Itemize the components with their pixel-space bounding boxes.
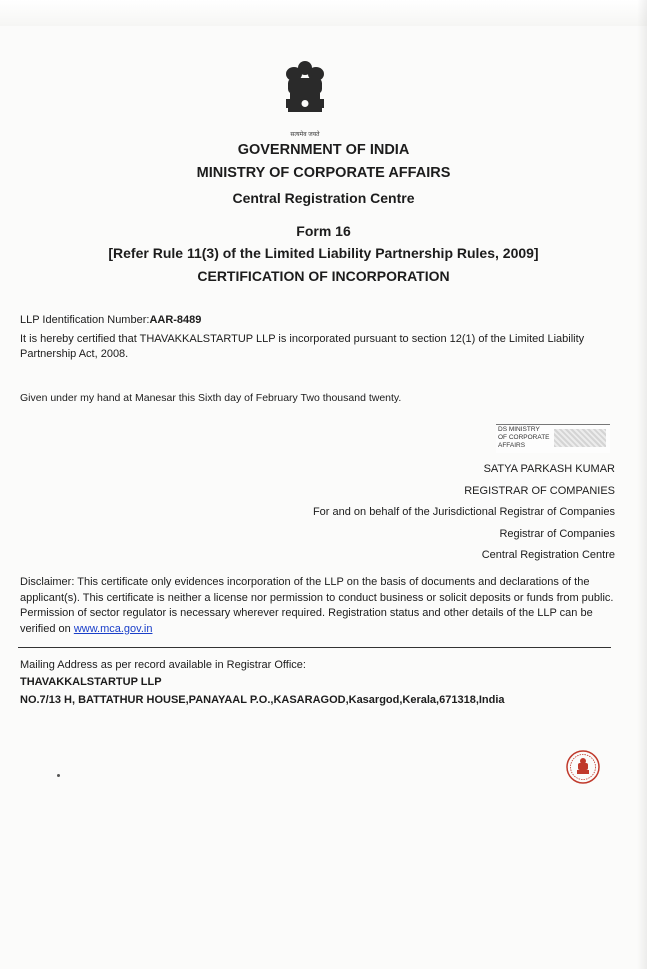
llp-id-value: AAR-8489 xyxy=(149,314,202,326)
rule-reference: [Refer Rule 11(3) of the Limited Liability Partnership Rules, 2009] xyxy=(108,245,539,261)
scan-speck xyxy=(57,774,60,777)
stamp-line-3: AFFAIRS xyxy=(498,442,526,449)
behalf-line: For and on behalf of the Jurisdictional Registrar of Companies xyxy=(312,506,615,518)
mailing-name: THAVAKKALSTARTUP LLP xyxy=(20,676,162,688)
stamp-line-2: OF CORPORATE xyxy=(498,434,550,441)
registrar-office: Registrar of Companies xyxy=(499,528,615,540)
mailing-address: NO.7/13 H, BATTATHUR HOUSE,PANAYAAL P.O.,KASARAGOD,Kasargod,Kerala,671318,India xyxy=(20,694,505,706)
given-text: Given under my hand at Manesar this Sixth day of February Two thousand twenty. xyxy=(20,392,402,404)
emblem-motto: सत्यमेव जयते xyxy=(290,132,320,138)
certification-text: It is hereby certified that THAVAKKALSTARTUP LLP is incorporated pursuant to section 12(1) of the Limited Liability Partnership Act, 2008. xyxy=(20,333,585,360)
emblem-seal-icon xyxy=(565,749,601,785)
mca-link[interactable]: www.mca.gov.in xyxy=(73,622,153,635)
ministry-title: MINISTRY OF CORPORATE AFFAIRS xyxy=(196,165,451,181)
stamp-line-1: DS MINISTRY xyxy=(498,426,540,433)
national-emblem-icon xyxy=(280,58,330,140)
registration-centre: Central Registration Centre xyxy=(481,549,615,561)
government-title: GOVERNMENT OF INDIA xyxy=(237,142,410,158)
digital-signature-stamp xyxy=(496,424,610,453)
registrar-name: SATYA PARKASH KUMAR xyxy=(483,463,615,475)
llp-id-line xyxy=(20,313,201,328)
signature-hash-pattern xyxy=(554,429,606,447)
certificate-title: CERTIFICATION OF INCORPORATION xyxy=(197,268,450,284)
form-number: Form 16 xyxy=(296,223,351,239)
llp-id-label: LLP Identification Number: xyxy=(20,314,150,326)
mailing-label: Mailing Address as per record available in Registrar Office: xyxy=(20,659,306,671)
scan-top-edge xyxy=(0,0,647,26)
centre-title: Central Registration Centre xyxy=(232,190,415,206)
divider xyxy=(18,647,611,648)
registrar-designation: REGISTRAR OF COMPANIES xyxy=(464,485,615,497)
disclaimer-text: Disclaimer: This certificate only evidences incorporation of the LLP on the basis of documents and declarations of the applicant(s). This certificate is neither a license nor permission to conduct business or solicit deposits or funds from public. Permission of sector regulator is necessary wherever required. Registration status and other details of the LLP can be verified on xyxy=(20,576,614,635)
disclaimer xyxy=(20,575,618,637)
